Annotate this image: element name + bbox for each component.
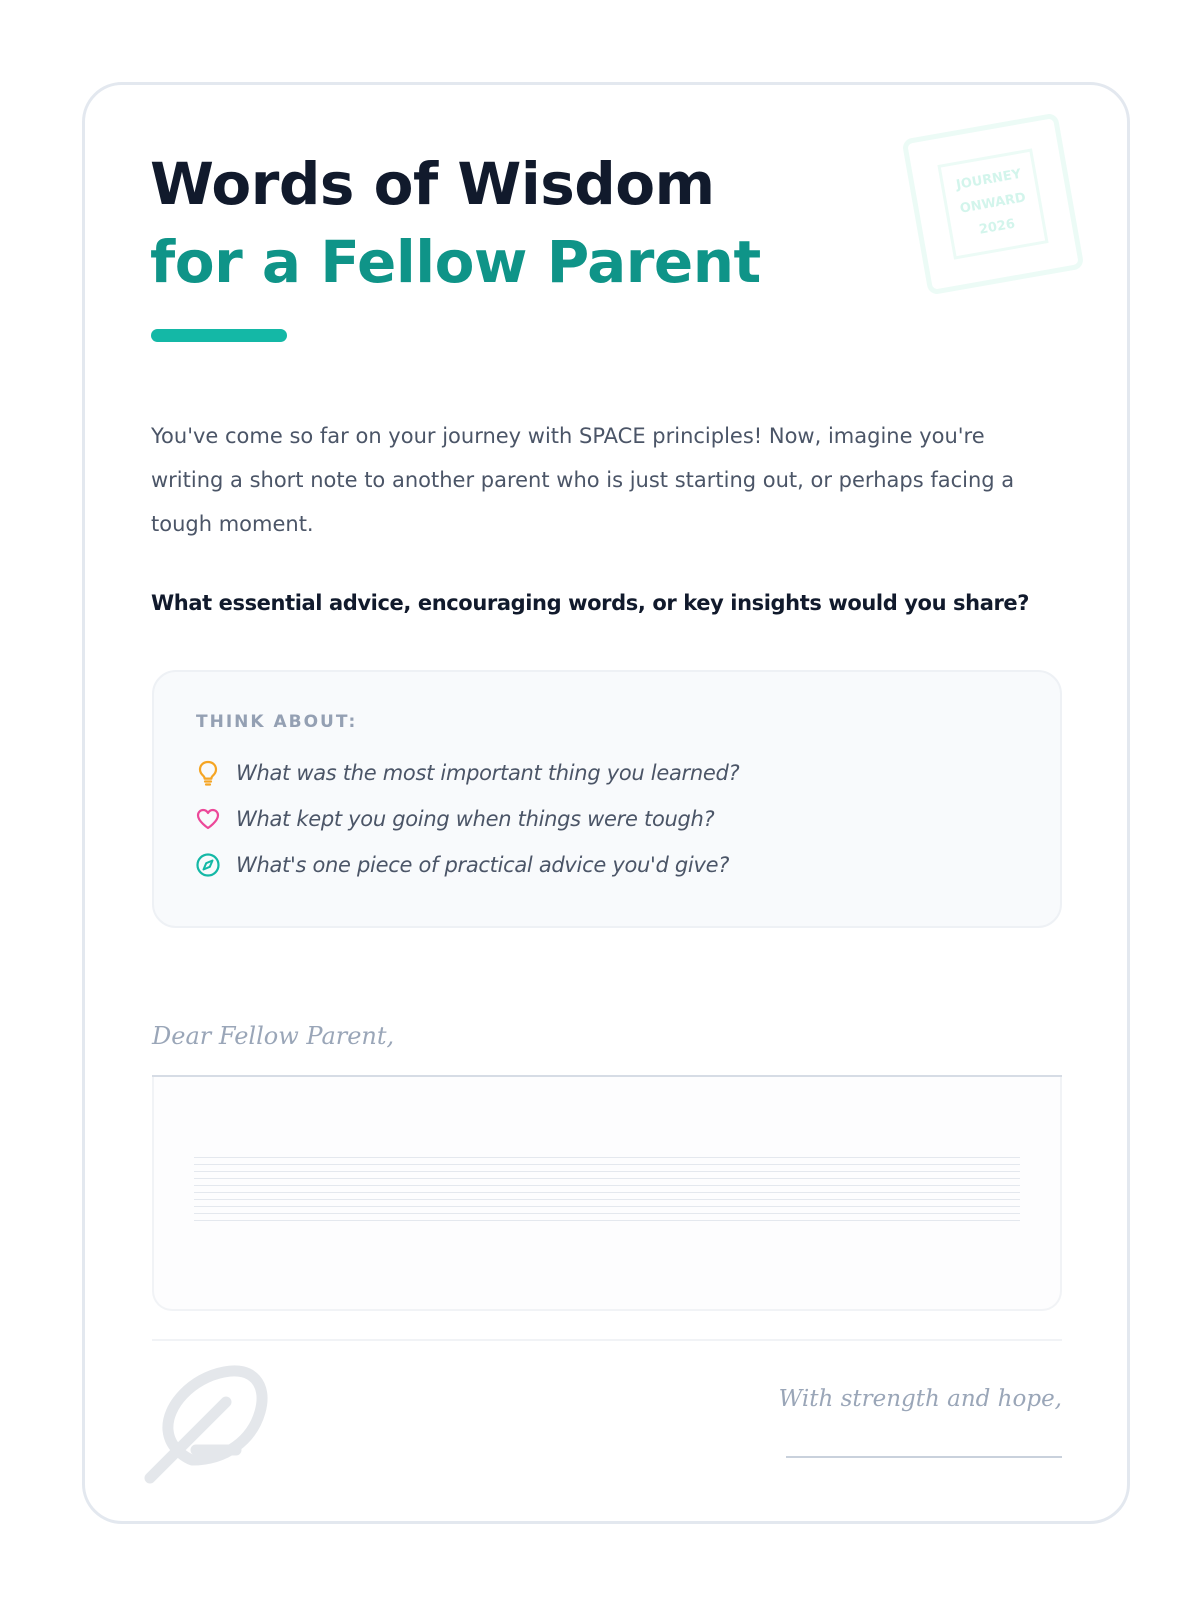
feather-icon	[140, 1354, 274, 1488]
lightbulb-icon	[194, 759, 222, 787]
think-about-box	[152, 670, 1062, 928]
prompt-text: What was the most important thing you learned?	[236, 761, 740, 785]
reflection-question: What essential advice, encouraging words, or key insights would you share?	[151, 591, 1030, 615]
prompt-item-learned	[194, 758, 739, 788]
letter-writing-area[interactable]	[152, 1077, 1062, 1311]
prompt-item-advice	[194, 850, 729, 880]
title-accent-bar	[151, 329, 287, 342]
stamp-text-year: 2026	[977, 216, 1017, 238]
letter-signoff: With strength and hope,	[778, 1386, 1062, 1412]
stamp-text-journey: JOURNEY	[955, 166, 1023, 193]
signature-line[interactable]	[786, 1456, 1062, 1458]
page-title: Words of Wisdom	[150, 150, 715, 218]
think-about-label: THINK ABOUT:	[196, 712, 358, 732]
journey-stamp	[901, 112, 1084, 295]
stamp-text-onward: ONWARD	[958, 190, 1027, 217]
compass-icon	[194, 851, 222, 879]
heart-icon	[194, 805, 222, 833]
footer-divider	[152, 1339, 1062, 1341]
ruled-lines	[194, 1157, 1020, 1227]
prompt-item-motivation	[194, 804, 714, 834]
prompt-text: What kept you going when things were tough?	[236, 807, 715, 831]
page-subtitle: for a Fellow Parent	[150, 228, 761, 296]
letter-salutation: Dear Fellow Parent,	[152, 1022, 395, 1050]
intro-paragraph: You've come so far on your journey with SPACE principles! Now, imagine you're writing a short note to another parent who is just starting out, or perhaps facing a tough moment.	[151, 424, 1015, 536]
prompt-text: What's one piece of practical advice you'd give?	[236, 853, 730, 877]
stamp-inner-frame	[937, 148, 1048, 259]
